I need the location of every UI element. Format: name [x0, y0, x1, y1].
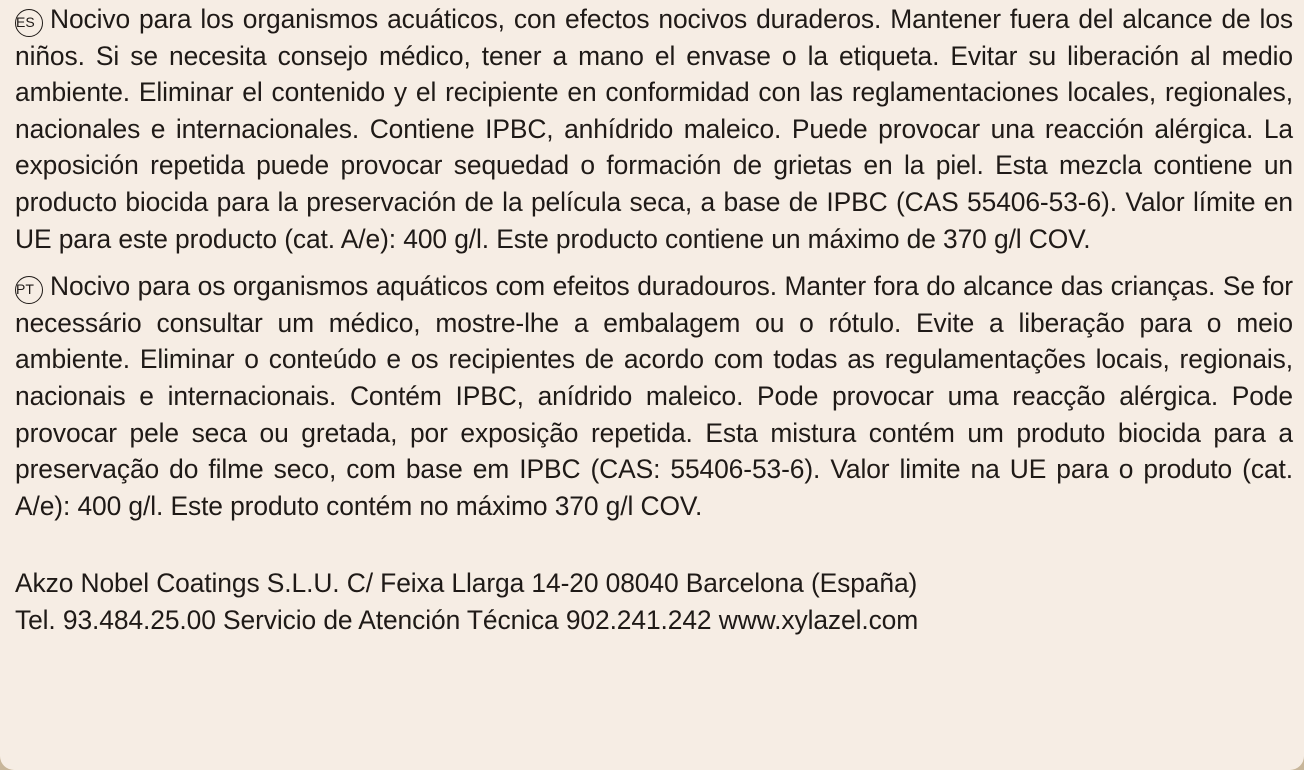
- manufacturer-address: Akzo Nobel Coatings S.L.U. C/ Feixa Llarga 14-20 08040 Barcelona (España): [15, 568, 918, 599]
- spanish-warning-text: Nocivo para los organismos acuáticos, con efectos nocivos duraderos. Mantener fuera del alcance de los niños. Si se necesita consejo médico, tener a mano el envase o la etiqueta. Evitar su liberación al medio ambiente. Eliminar el contenido y el recipiente en conformidad con las reglamentaciones locales, regionales, nacionales e internacionales. Contiene IPBC, anhídrido maleico. Puede provocar una reacción alérgica. La exposición repetida puede provocar sequedad o formación de grietas en la piel. Esta mezcla contiene un producto biocida para la preservación de la película seca, a base de IPBC (CAS 55406-53-6). Valor límite en UE para este producto (cat. A/e): 400 g/l. Este producto contiene un máximo de 370 g/l COV.: [15, 4, 1293, 254]
- portuguese-warning-paragraph: [15, 268, 1293, 524]
- manufacturer-contact: [15, 565, 1293, 638]
- language-badge-pt: PT: [15, 276, 43, 304]
- manufacturer-phone-web: Tel. 93.484.25.00 Servicio de Atención Técnica 902.241.242 www.xylazel.com: [15, 604, 919, 635]
- spanish-warning-paragraph: [15, 0, 1293, 257]
- portuguese-warning-text: Nocivo para os organismos aquáticos com efeitos duradouros. Manter fora do alcance das crianças. Se for necessário consultar um médico, mostre-lhe a embalagem ou o rótulo. Evite a liberação para o meio ambiente. Eliminar o conteúdo e os recipientes de acordo com todas as regulamentações locais, regionais, nacionais e internacionais. Contém IPBC, anídrido maleico. Pode provocar uma reacção alérgica. Pode provocar pele seca ou gretada, por exposição repetida. Esta mistura contém um produto biocida para a preservação do filme seco, com base em IPBC (CAS: 55406-53-6). Valor limite na UE para o produto (cat. A/e): 400 g/l. Este produto contém no máximo 370 g/l COV.: [15, 271, 1293, 521]
- language-badge-es: ES: [15, 9, 43, 37]
